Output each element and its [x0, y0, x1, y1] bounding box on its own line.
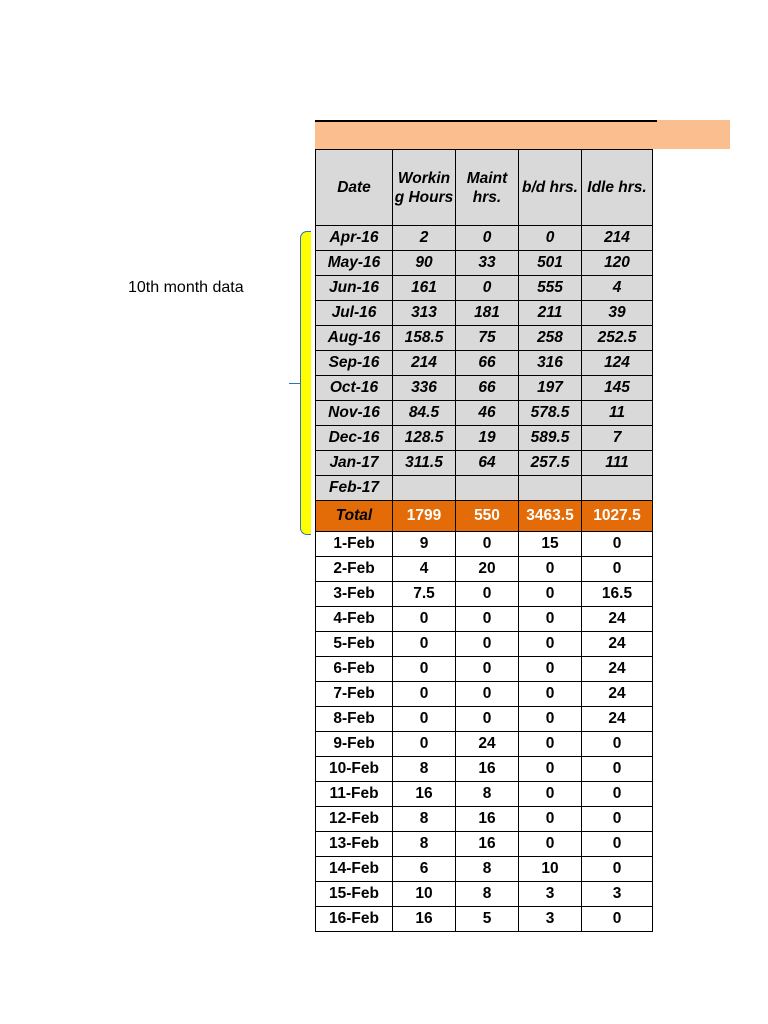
date-cell: Jul-16 — [316, 301, 393, 326]
day-row — [316, 557, 653, 582]
working-hours-cell: 336 — [393, 376, 456, 401]
bd-hrs-cell: 0 — [519, 557, 582, 582]
idle-hrs-cell: 24 — [582, 657, 653, 682]
working-hours-cell: 311.5 — [393, 451, 456, 476]
month-row — [316, 401, 653, 426]
maint-hrs-cell: 0 — [456, 632, 519, 657]
day-row — [316, 882, 653, 907]
working-hours-cell: 8 — [393, 757, 456, 782]
maint-hrs-cell: 5 — [456, 907, 519, 932]
maint-hrs-cell: 24 — [456, 732, 519, 757]
date-cell: Total — [316, 501, 393, 532]
working-hours-cell: 313 — [393, 301, 456, 326]
maint-hrs-cell: 64 — [456, 451, 519, 476]
working-hours-cell: 84.5 — [393, 401, 456, 426]
maint-hrs-cell: 75 — [456, 326, 519, 351]
maint-hrs-cell: 16 — [456, 832, 519, 857]
bd-hrs-cell: 555 — [519, 276, 582, 301]
header-row — [316, 150, 653, 226]
day-row — [316, 657, 653, 682]
idle-hrs-cell: 4 — [582, 276, 653, 301]
maint-hrs-cell: 0 — [456, 682, 519, 707]
idle-hrs-cell: 11 — [582, 401, 653, 426]
date-cell: 11-Feb — [316, 782, 393, 807]
working-hours-cell: 8 — [393, 832, 456, 857]
idle-hrs-cell: 0 — [582, 782, 653, 807]
bd-hrs-cell: 0 — [519, 632, 582, 657]
bd-hrs-cell: 0 — [519, 707, 582, 732]
bd-hrs-cell: 3 — [519, 882, 582, 907]
date-cell: 6-Feb — [316, 657, 393, 682]
bd-hrs-cell: 3463.5 — [519, 501, 582, 532]
bd-hrs-cell: 0 — [519, 832, 582, 857]
idle-hrs-cell: 0 — [582, 832, 653, 857]
bd-hrs-cell: 0 — [519, 807, 582, 832]
bd-hrs-cell: 10 — [519, 857, 582, 882]
maint-hrs-cell: 0 — [456, 607, 519, 632]
idle-hrs-cell: 24 — [582, 632, 653, 657]
header-bd-hrs: b/d hrs. — [519, 150, 582, 226]
working-hours-cell: 1799 — [393, 501, 456, 532]
header-idle-hrs: Idle hrs. — [582, 150, 653, 226]
day-row — [316, 907, 653, 932]
header-date: Date — [316, 150, 393, 226]
date-cell: 2-Feb — [316, 557, 393, 582]
idle-hrs-cell: 0 — [582, 757, 653, 782]
date-cell: 5-Feb — [316, 632, 393, 657]
idle-hrs-cell: 1027.5 — [582, 501, 653, 532]
maint-hrs-cell: 66 — [456, 376, 519, 401]
bracket-pointer — [289, 383, 301, 384]
bd-hrs-cell: 0 — [519, 226, 582, 251]
maint-hrs-cell: 16 — [456, 757, 519, 782]
month-row — [316, 226, 653, 251]
table-top-border — [315, 120, 657, 122]
idle-hrs-cell: 0 — [582, 907, 653, 932]
month-row — [316, 301, 653, 326]
bd-hrs-cell: 0 — [519, 782, 582, 807]
working-hours-cell: 0 — [393, 682, 456, 707]
working-hours-cell: 7.5 — [393, 582, 456, 607]
month-range-bracket — [300, 231, 311, 535]
date-cell: Jan-17 — [316, 451, 393, 476]
idle-hrs-cell: 24 — [582, 682, 653, 707]
idle-hrs-cell: 3 — [582, 882, 653, 907]
bd-hrs-cell: 589.5 — [519, 426, 582, 451]
bd-hrs-cell: 0 — [519, 607, 582, 632]
working-hours-cell: 0 — [393, 732, 456, 757]
bd-hrs-cell: 316 — [519, 351, 582, 376]
working-hours-cell: 128.5 — [393, 426, 456, 451]
date-cell: Feb-17 — [316, 476, 393, 501]
idle-hrs-cell: 111 — [582, 451, 653, 476]
day-row — [316, 532, 653, 557]
bd-hrs-cell: 0 — [519, 732, 582, 757]
total-row — [316, 501, 653, 532]
maint-hrs-cell: 8 — [456, 882, 519, 907]
date-cell: 10-Feb — [316, 757, 393, 782]
maint-hrs-cell: 550 — [456, 501, 519, 532]
working-hours-cell: 158.5 — [393, 326, 456, 351]
day-row — [316, 757, 653, 782]
date-cell: Nov-16 — [316, 401, 393, 426]
date-cell: 13-Feb — [316, 832, 393, 857]
date-cell: Jun-16 — [316, 276, 393, 301]
working-hours-cell: 4 — [393, 557, 456, 582]
bd-hrs-cell: 257.5 — [519, 451, 582, 476]
hours-table-body — [316, 150, 653, 932]
date-cell: 14-Feb — [316, 857, 393, 882]
date-cell: 12-Feb — [316, 807, 393, 832]
date-cell: Sep-16 — [316, 351, 393, 376]
month-data-label: 10th month data — [128, 279, 244, 296]
idle-hrs-cell: 124 — [582, 351, 653, 376]
day-row — [316, 682, 653, 707]
maint-hrs-cell: 16 — [456, 807, 519, 832]
bd-hrs-cell: 197 — [519, 376, 582, 401]
maint-hrs-cell: 0 — [456, 707, 519, 732]
day-row — [316, 732, 653, 757]
working-hours-cell: 0 — [393, 707, 456, 732]
maint-hrs-cell: 0 — [456, 657, 519, 682]
idle-hrs-cell: 120 — [582, 251, 653, 276]
date-cell: 3-Feb — [316, 582, 393, 607]
idle-hrs-cell: 24 — [582, 707, 653, 732]
table-title-bar — [315, 120, 730, 149]
bd-hrs-cell: 258 — [519, 326, 582, 351]
bd-hrs-cell: 0 — [519, 582, 582, 607]
working-hours-cell: 16 — [393, 907, 456, 932]
maint-hrs-cell: 0 — [456, 582, 519, 607]
idle-hrs-cell: 39 — [582, 301, 653, 326]
date-cell: 4-Feb — [316, 607, 393, 632]
working-hours-cell: 8 — [393, 807, 456, 832]
hours-table — [315, 149, 653, 932]
day-row — [316, 607, 653, 632]
header-maint-hrs: Maint hrs. — [456, 150, 519, 226]
month-row — [316, 276, 653, 301]
idle-hrs-cell: 214 — [582, 226, 653, 251]
idle-hrs-cell: 0 — [582, 732, 653, 757]
date-cell: Dec-16 — [316, 426, 393, 451]
date-cell: 1-Feb — [316, 532, 393, 557]
maint-hrs-cell: 8 — [456, 857, 519, 882]
idle-hrs-cell: 24 — [582, 607, 653, 632]
maint-hrs-cell: 33 — [456, 251, 519, 276]
date-cell: 9-Feb — [316, 732, 393, 757]
working-hours-cell: 214 — [393, 351, 456, 376]
date-cell: Aug-16 — [316, 326, 393, 351]
date-cell: 7-Feb — [316, 682, 393, 707]
maint-hrs-cell: 66 — [456, 351, 519, 376]
working-hours-cell: 0 — [393, 607, 456, 632]
bd-hrs-cell: 3 — [519, 907, 582, 932]
working-hours-cell: 9 — [393, 532, 456, 557]
date-cell: 8-Feb — [316, 707, 393, 732]
maint-hrs-cell: 19 — [456, 426, 519, 451]
bd-hrs-cell: 578.5 — [519, 401, 582, 426]
month-row — [316, 376, 653, 401]
maint-hrs-cell: 181 — [456, 301, 519, 326]
maint-hrs-cell: 20 — [456, 557, 519, 582]
working-hours-cell: 161 — [393, 276, 456, 301]
working-hours-cell: 16 — [393, 782, 456, 807]
date-cell: Apr-16 — [316, 226, 393, 251]
idle-hrs-cell: 0 — [582, 807, 653, 832]
day-row — [316, 632, 653, 657]
bd-hrs-cell — [519, 476, 582, 501]
maint-hrs-cell: 0 — [456, 532, 519, 557]
bd-hrs-cell: 0 — [519, 757, 582, 782]
working-hours-cell: 6 — [393, 857, 456, 882]
idle-hrs-cell: 16.5 — [582, 582, 653, 607]
day-row — [316, 857, 653, 882]
maint-hrs-cell: 0 — [456, 276, 519, 301]
month-row — [316, 351, 653, 376]
working-hours-cell: 0 — [393, 657, 456, 682]
idle-hrs-cell: 7 — [582, 426, 653, 451]
header-working-hours: Workin g Hours — [393, 150, 456, 226]
maint-hrs-cell: 8 — [456, 782, 519, 807]
day-row — [316, 807, 653, 832]
bd-hrs-cell: 211 — [519, 301, 582, 326]
maint-hrs-cell: 0 — [456, 226, 519, 251]
day-row — [316, 707, 653, 732]
date-cell: Oct-16 — [316, 376, 393, 401]
maint-hrs-cell — [456, 476, 519, 501]
day-row — [316, 832, 653, 857]
date-cell: May-16 — [316, 251, 393, 276]
working-hours-cell: 0 — [393, 632, 456, 657]
bd-hrs-cell: 0 — [519, 657, 582, 682]
maint-hrs-cell: 46 — [456, 401, 519, 426]
bd-hrs-cell: 15 — [519, 532, 582, 557]
working-hours-cell: 2 — [393, 226, 456, 251]
idle-hrs-cell: 252.5 — [582, 326, 653, 351]
month-row — [316, 426, 653, 451]
month-row — [316, 326, 653, 351]
month-row — [316, 451, 653, 476]
month-row — [316, 476, 653, 501]
idle-hrs-cell: 0 — [582, 557, 653, 582]
working-hours-cell: 90 — [393, 251, 456, 276]
idle-hrs-cell: 0 — [582, 532, 653, 557]
month-row — [316, 251, 653, 276]
bd-hrs-cell: 501 — [519, 251, 582, 276]
day-row — [316, 782, 653, 807]
date-cell: 15-Feb — [316, 882, 393, 907]
working-hours-cell: 10 — [393, 882, 456, 907]
idle-hrs-cell — [582, 476, 653, 501]
bd-hrs-cell: 0 — [519, 682, 582, 707]
working-hours-cell — [393, 476, 456, 501]
day-row — [316, 582, 653, 607]
idle-hrs-cell: 0 — [582, 857, 653, 882]
idle-hrs-cell: 145 — [582, 376, 653, 401]
date-cell: 16-Feb — [316, 907, 393, 932]
